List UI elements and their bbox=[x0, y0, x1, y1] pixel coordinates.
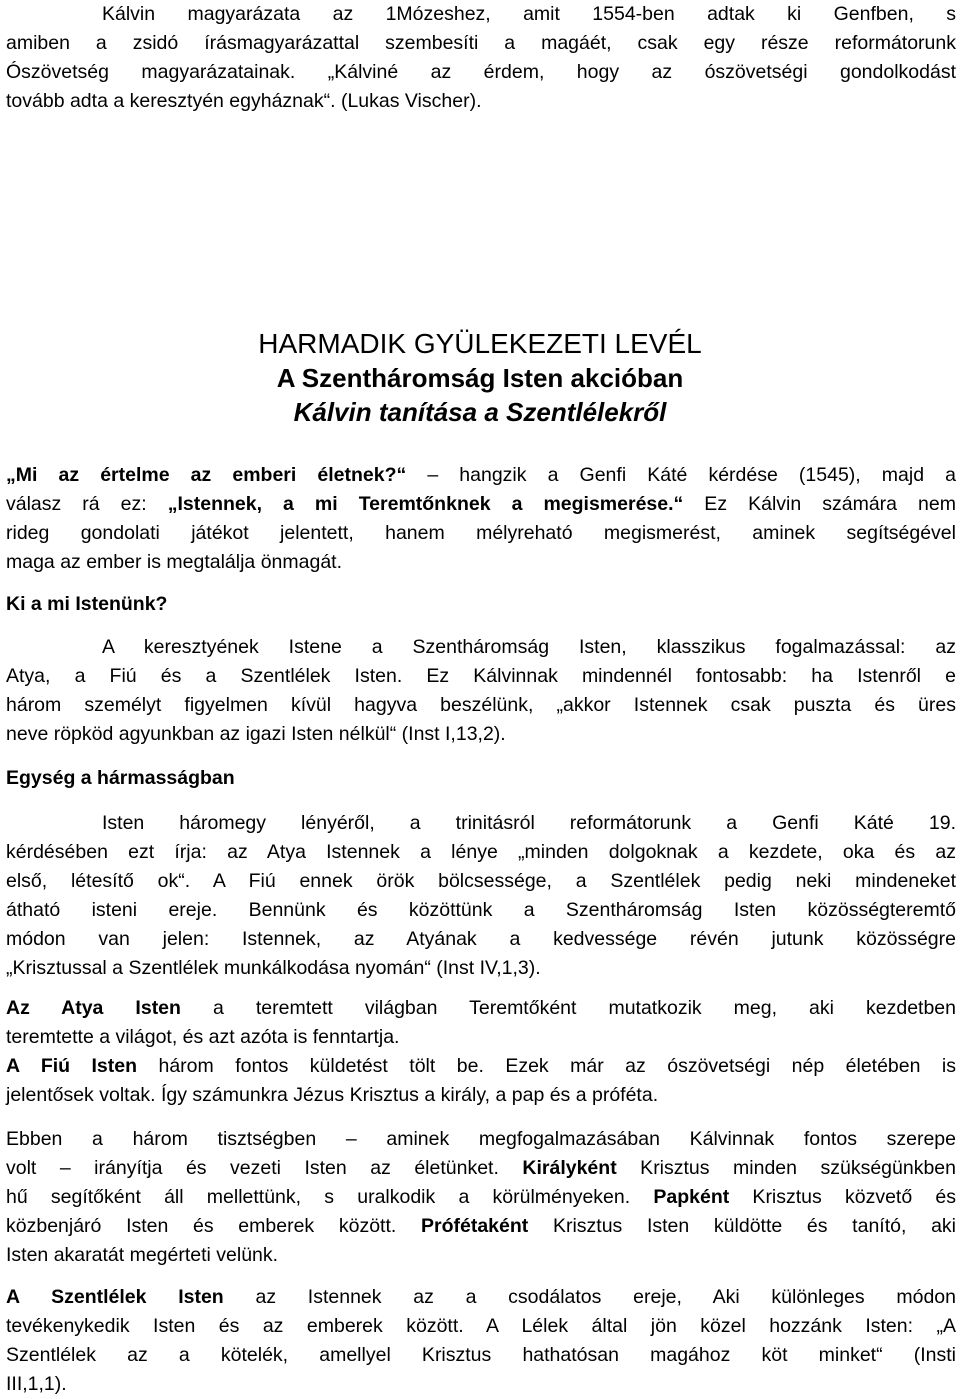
text-line: Atya, a Fiú és a Szentlélek Isten. Ez Kálvinnak mindennél fontosabb: ha Istenről e bbox=[6, 665, 956, 687]
paragraph-three-offices bbox=[6, 1125, 956, 1270]
text-line: Szentlélek az a kötelék, amellyel Krisztus hathatósan magához köt minket“ (Insti bbox=[6, 1344, 956, 1366]
section-heading-kiami: Ki a mi Istenünk? bbox=[6, 593, 168, 615]
text-line: tevékenykedik Isten és az emberek között. A Lélek által jön közel hozzánk Isten: „A bbox=[6, 1315, 956, 1337]
text-run: három fontos küldetést tölt be. Ezek már az ószövetségi nép életében is bbox=[137, 1055, 957, 1077]
text-line: első, létesítő ok“. A Fiú ennek örök bölcsessége, a Szentlélek pedig neki mindeneket bbox=[6, 870, 956, 892]
paragraph-holy-spirit bbox=[6, 1283, 956, 1399]
text-line: tovább adta a keresztyén egyháznak“. (Lukas Vischer). bbox=[6, 90, 482, 112]
text-line: Isten akaratát megérteti velünk. bbox=[6, 1244, 279, 1266]
page-subtitle-italic: Kálvin tanítása a Szentlélekről bbox=[293, 397, 667, 427]
quote-bold: „Mi az értelme az emberi életnek?“ bbox=[6, 464, 407, 486]
text-line: teremtette a világot, és azt azóta is fenntartja. bbox=[6, 1026, 400, 1048]
page-subtitle: A Szentháromság Isten akcióban bbox=[276, 363, 684, 393]
paragraph-purpose-of-life bbox=[6, 461, 956, 577]
term-bold: Az Atya Isten bbox=[6, 997, 181, 1019]
term-bold: Prófétaként bbox=[420, 1215, 529, 1237]
text-line: amiben a zsidó írásmagyarázattal szembesíti a magáét, csak egy része reformátorunk bbox=[6, 32, 956, 54]
text-line: III,1,1). bbox=[6, 1373, 67, 1395]
text-line bbox=[6, 1183, 956, 1212]
text-run: volt – irányítja és vezeti Isten az életünket. bbox=[6, 1157, 523, 1179]
text-run: Krisztus Isten küldötte és tanító, aki bbox=[528, 1215, 956, 1237]
text-line: Ebben a három tisztségben – aminek megfogalmazásában Kálvinnak fontos szerepe bbox=[6, 1128, 956, 1150]
intro-paragraph bbox=[6, 0, 956, 116]
text-line bbox=[6, 1154, 956, 1183]
paragraph-son bbox=[6, 1052, 956, 1110]
text-line: módon van jelen: Istennek, az Atyának a kedvessége révén jutunk közösségre bbox=[6, 928, 956, 950]
text-run: hű segítőként áll mellettünk, s uralkodik a körülményeken. bbox=[6, 1186, 654, 1208]
term-bold: Papként bbox=[653, 1186, 730, 1208]
text-line: „Krisztussal a Szentlélek munkálkodása nyomán“ (Inst IV,1,3). bbox=[6, 957, 541, 979]
text-line bbox=[6, 490, 956, 519]
text-line: három személyt figyelmen kívül hagyva beszélünk, „akkor Istennek csak puszta és üres bbox=[6, 694, 956, 716]
text-line bbox=[6, 1052, 956, 1081]
text-line: neve röpköd agyunkban az igazi Isten nélkül“ (Inst I,13,2). bbox=[6, 723, 506, 745]
text-line: jelentősek voltak. Így számunkra Jézus Krisztus a király, a pap és a próféta. bbox=[6, 1084, 659, 1106]
term-bold: A Fiú Isten bbox=[6, 1055, 138, 1077]
text-run: válasz rá ez: bbox=[6, 493, 168, 515]
text-line bbox=[6, 994, 956, 1023]
text-line: Kálvin magyarázata az 1Mózeshez, amit 1554-ben adtak ki Genfben, s bbox=[102, 3, 956, 25]
text-run: a teremtett világban Teremtőként mutatkozik meg, aki kezdetben bbox=[180, 997, 956, 1019]
text-line bbox=[6, 1283, 956, 1312]
text-line: maga az ember is megtalálja önmagát. bbox=[6, 551, 343, 573]
text-run: – hangzik a Genfi Káté kérdése (1545), majd a bbox=[406, 464, 957, 486]
quote-bold: „Istennek, a mi Teremtőnknek a megismerése.“ bbox=[167, 493, 684, 515]
text-run: Krisztus minden szükségünkben bbox=[616, 1157, 956, 1179]
term-bold: Királyként bbox=[522, 1157, 617, 1179]
paragraph-unity bbox=[6, 809, 956, 983]
paragraph-trinity-intro bbox=[6, 633, 956, 749]
text-run: az Istennek az a csodálatos ereje, Aki különleges módon bbox=[223, 1286, 956, 1308]
section-heading-egyseg: Egység a hármasságban bbox=[6, 767, 235, 789]
text-line: Ószövetség magyarázatainak. „Kálviné az érdem, hogy az ószövetségi gondolkodást bbox=[6, 61, 956, 83]
text-line: kérdésében ezt írja: az Atya Istennek a lénye „minden dolgoknak a kezdete, oka és az bbox=[6, 841, 956, 863]
text-line: Isten háromegy lényéről, a trinitásról reformátorunk a Genfi Káté 19. bbox=[102, 812, 956, 834]
text-line bbox=[6, 1212, 956, 1241]
text-run: Krisztus közvető és bbox=[729, 1186, 956, 1208]
text-run: közbenjáró Isten és emberek között. bbox=[6, 1215, 421, 1237]
text-line: rideg gondolati játékot jelentett, hanem mélyreható megismerést, aminek segítségével bbox=[6, 522, 956, 544]
paragraph-father bbox=[6, 994, 956, 1052]
letter-heading bbox=[0, 327, 960, 429]
text-line: A keresztyének Istene a Szentháromság Isten, klasszikus fogalmazással: az bbox=[102, 636, 956, 658]
term-bold: A Szentlélek Isten bbox=[6, 1286, 224, 1308]
text-run: Ez Kálvin számára nem bbox=[683, 493, 956, 515]
text-line bbox=[6, 461, 956, 490]
text-line: átható isteni ereje. Bennünk és közöttünk a Szentháromság Isten közösségteremtő bbox=[6, 899, 956, 921]
page-title: HARMADIK GYÜLEKEZETI LEVÉL bbox=[258, 328, 702, 359]
